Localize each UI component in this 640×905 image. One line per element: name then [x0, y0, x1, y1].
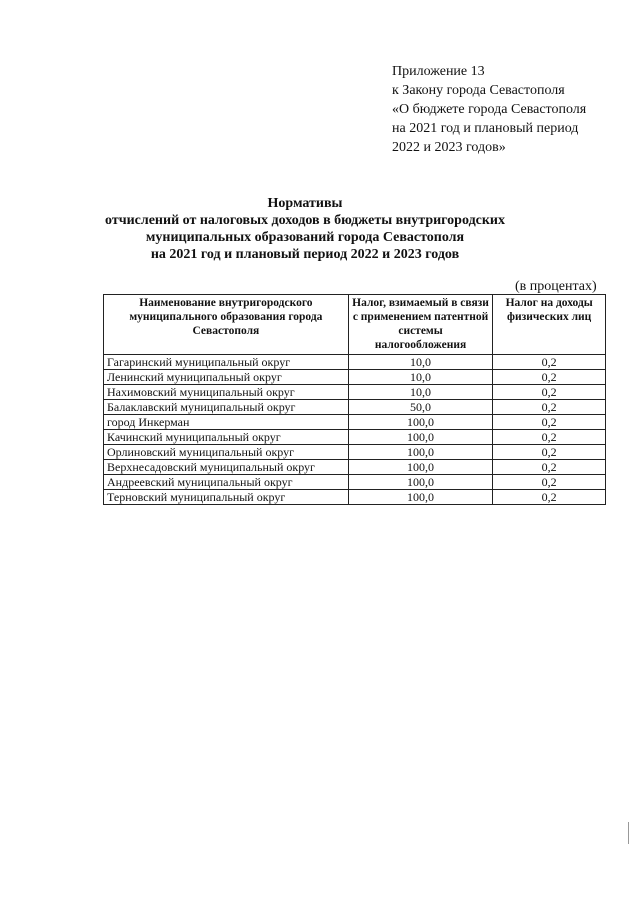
header-patent-tax: Налог, взимаемый в связи с применением патентной системы налогообложения [348, 295, 493, 355]
cell-income-tax: 0,2 [493, 430, 606, 445]
norms-table [103, 294, 606, 505]
cell-municipality: Андреевский муниципальный округ [104, 475, 349, 490]
cell-patent-tax: 100,0 [348, 460, 493, 475]
cell-patent-tax: 100,0 [348, 475, 493, 490]
title-line: муниципальных образований города Севастополя [145, 230, 465, 245]
table-row [104, 370, 606, 385]
table-row [104, 490, 606, 505]
cell-patent-tax: 100,0 [348, 415, 493, 430]
table-header-row [104, 295, 606, 355]
table-row [104, 400, 606, 415]
cell-patent-tax: 10,0 [348, 385, 493, 400]
cell-patent-tax: 100,0 [348, 445, 493, 460]
appendix-note [392, 62, 632, 157]
title-line: на 2021 год и плановый период 2022 и 2023 годов [150, 247, 460, 262]
cell-patent-tax: 10,0 [348, 355, 493, 370]
table-row [104, 415, 606, 430]
cell-municipality: Орлиновский муниципальный округ [104, 445, 349, 460]
cell-income-tax: 0,2 [493, 475, 606, 490]
table-row [104, 445, 606, 460]
cell-income-tax: 0,2 [493, 415, 606, 430]
cell-municipality: Нахимовский муниципальный округ [104, 385, 349, 400]
cell-income-tax: 0,2 [493, 385, 606, 400]
cell-municipality: Ленинский муниципальный округ [104, 370, 349, 385]
cell-municipality: Гагаринский муниципальный округ [104, 355, 349, 370]
appendix-line: на 2021 год и плановый период [392, 121, 579, 136]
table-body [104, 355, 606, 505]
appendix-line: 2022 и 2023 годов» [392, 140, 506, 155]
table-row [104, 460, 606, 475]
cell-patent-tax: 100,0 [348, 490, 493, 505]
cell-patent-tax: 50,0 [348, 400, 493, 415]
cell-municipality: Терновский муниципальный округ [104, 490, 349, 505]
cell-municipality: Балаклавский муниципальный округ [104, 400, 349, 415]
header-municipality: Наименование внутригородского муниципального образования города Севастополя [104, 295, 349, 355]
units-note: (в процентах) [515, 279, 597, 294]
cell-patent-tax: 100,0 [348, 430, 493, 445]
cell-patent-tax: 10,0 [348, 370, 493, 385]
table-row [104, 475, 606, 490]
cell-income-tax: 0,2 [493, 355, 606, 370]
appendix-line: к Закону города Севастополя [392, 83, 565, 98]
cell-income-tax: 0,2 [493, 370, 606, 385]
cell-municipality: город Инкерман [104, 415, 349, 430]
cell-municipality: Верхнесадовский муниципальный округ [104, 460, 349, 475]
table-row [104, 355, 606, 370]
table-row [104, 385, 606, 400]
appendix-line: «О бюджете города Севастополя [392, 102, 587, 117]
title-line: отчислений от налоговых доходов в бюджеты внутригородских [105, 213, 505, 228]
cell-income-tax: 0,2 [493, 445, 606, 460]
document-title [100, 195, 510, 263]
header-income-tax: Налог на доходы физических лиц [493, 295, 606, 355]
table-row [104, 430, 606, 445]
scan-edge-mark [628, 822, 629, 844]
cell-income-tax: 0,2 [493, 460, 606, 475]
cell-income-tax: 0,2 [493, 400, 606, 415]
cell-municipality: Качинский муниципальный округ [104, 430, 349, 445]
appendix-line: Приложение 13 [392, 64, 485, 79]
cell-income-tax: 0,2 [493, 490, 606, 505]
title-line: Нормативы [267, 196, 343, 211]
